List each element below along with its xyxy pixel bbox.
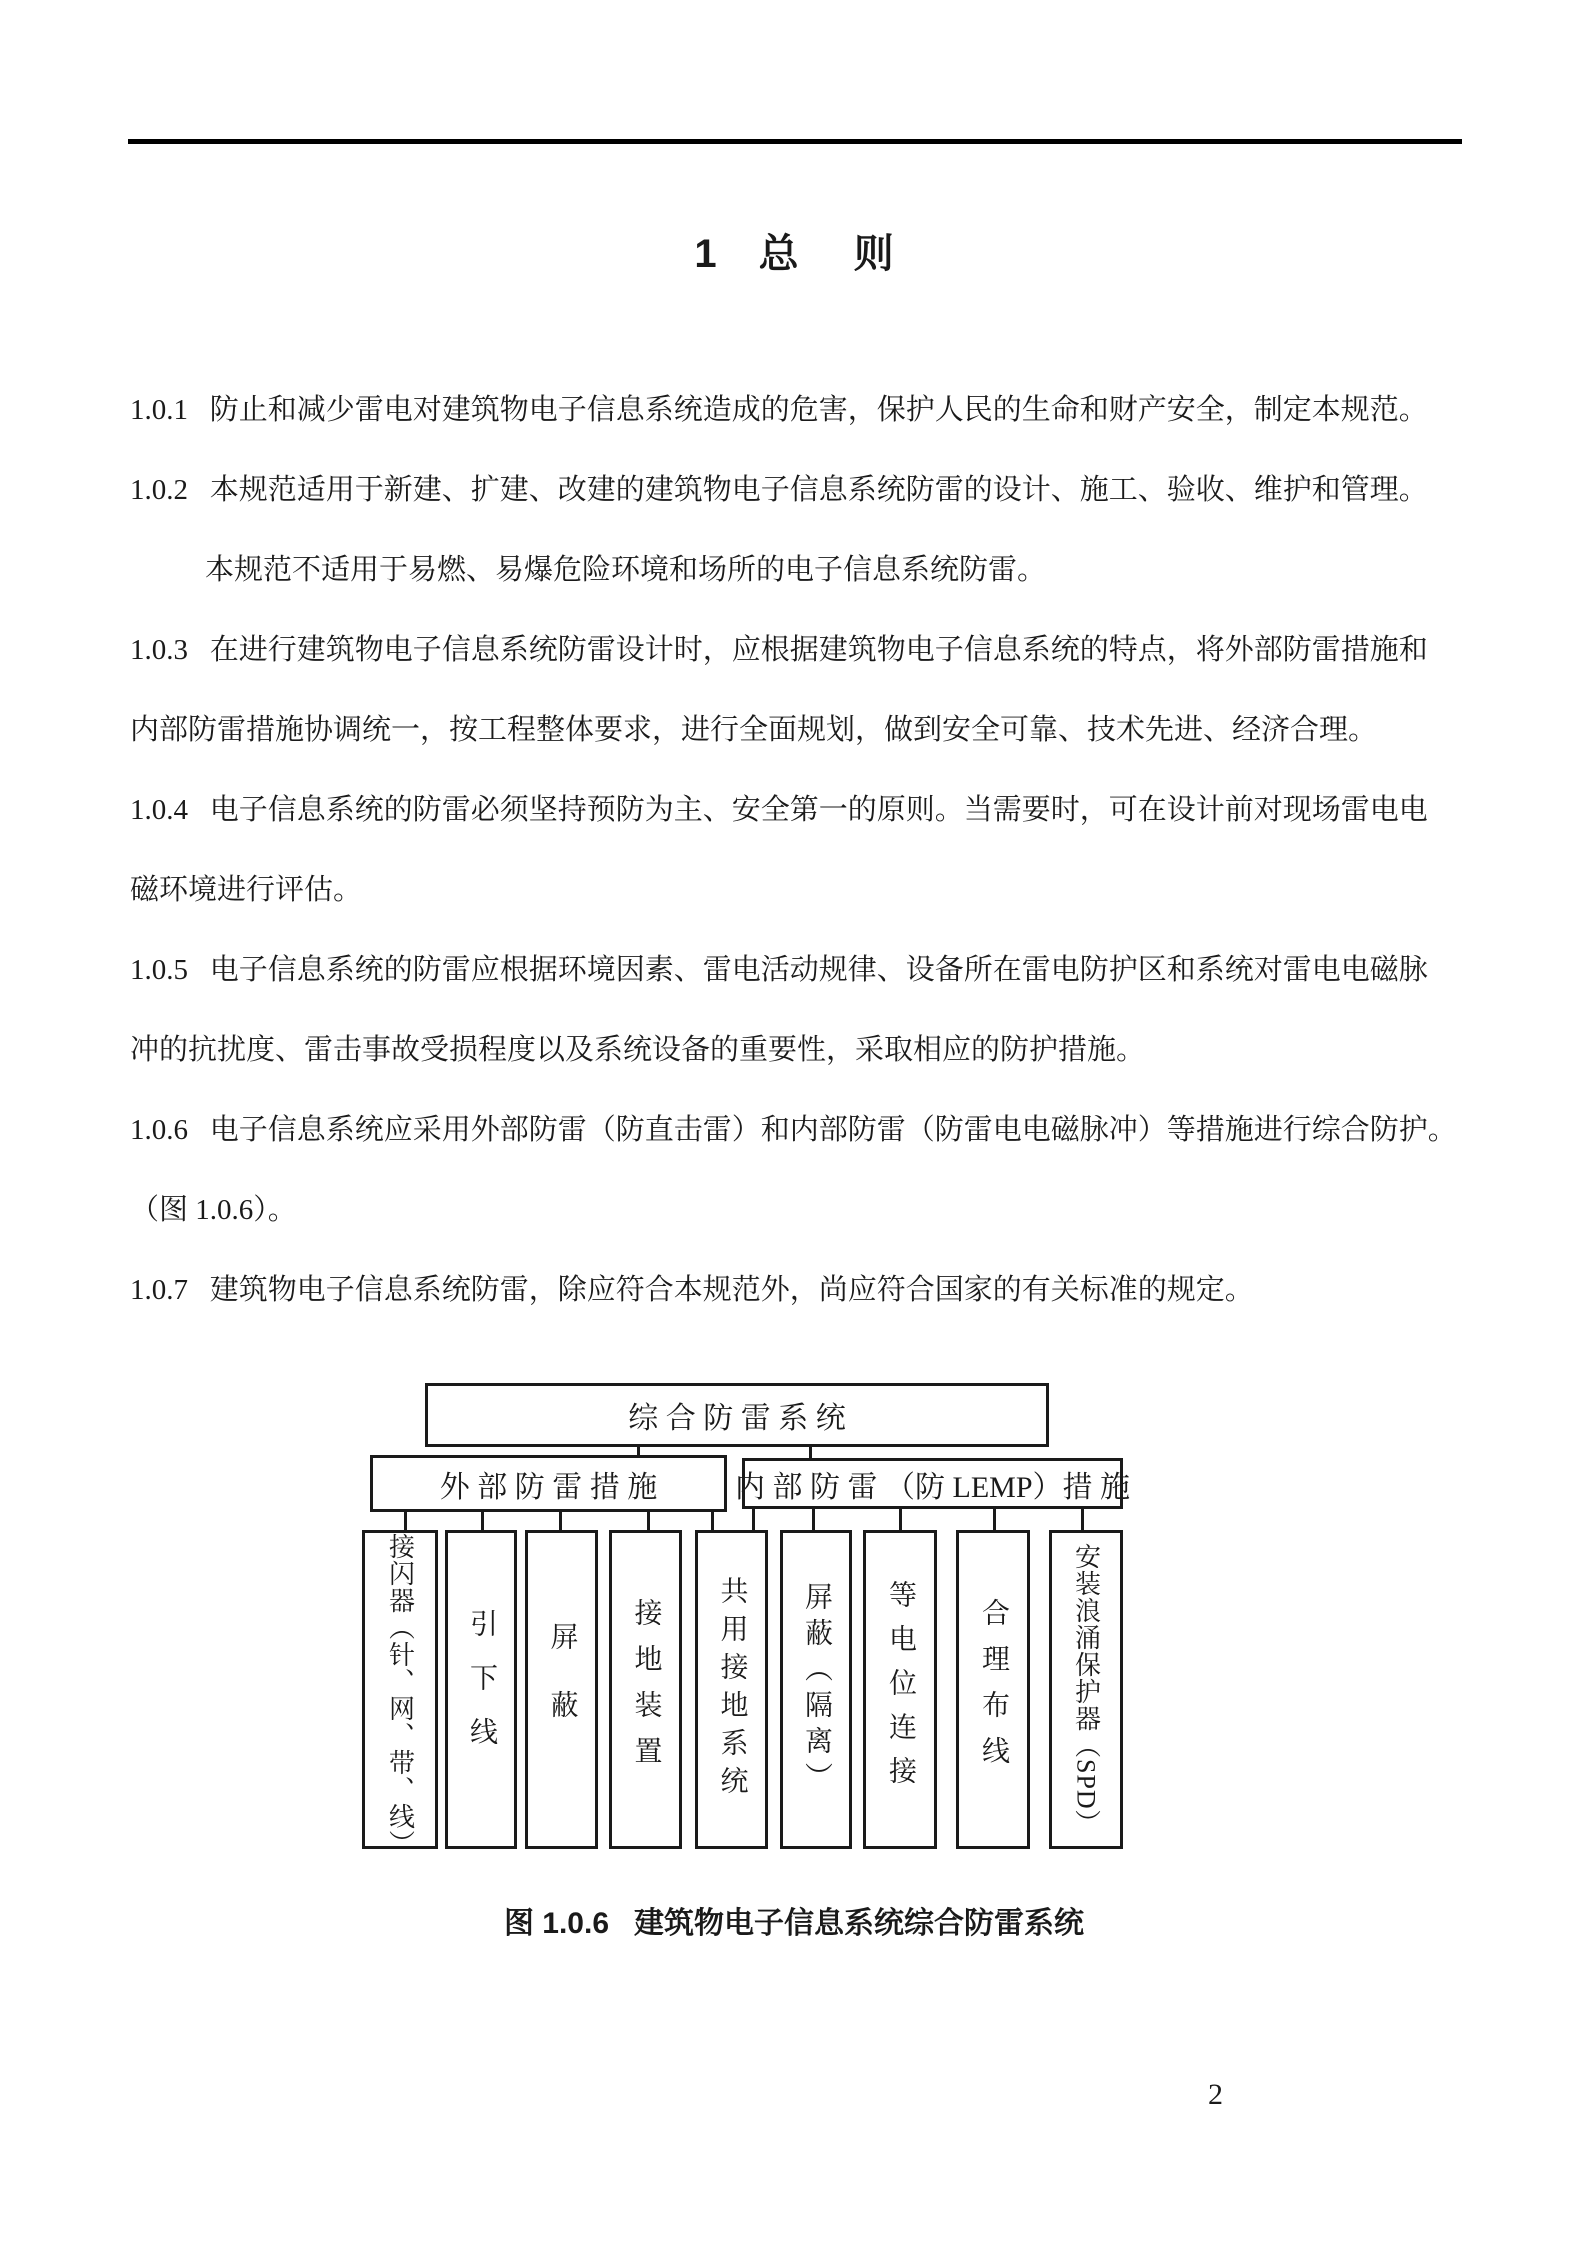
column-earthing-device: 接地装置: [609, 1530, 682, 1849]
chapter-name: 总 则: [758, 232, 916, 276]
clause-1.0.5: 1.0.5 电子信息系统的防雷应根据环境因素、雷电活动规律、设备所在雷电防护区和系统对雷电电磁脉: [130, 954, 1428, 986]
chapter-number: 1: [694, 232, 717, 276]
clause-1.0.6-figref: （图 1.0.6）。: [130, 1194, 297, 1226]
diagram-external-box: 外 部 防 雷 措 施: [370, 1455, 727, 1512]
column-common-earthing-system: 共用接地系统: [695, 1530, 768, 1849]
connector-ext-4: [647, 1509, 650, 1530]
column-down-conductor: 引下线: [445, 1530, 517, 1849]
diagram-internal-box: 内 部 防 雷 （防 LEMP）措 施: [742, 1458, 1123, 1509]
column-shielding-ext: 屏蔽: [525, 1530, 598, 1849]
figure-caption: 图 1.0.6 建筑物电子信息系统综合防雷系统: [503, 1907, 1085, 1940]
clause-1.0.6: 1.0.6 电子信息系统应采用外部防雷（防直击雷）和内部防雷（防雷电电磁脉冲）等措施进行综合防护。: [130, 1114, 1457, 1146]
column-spd-installation: 安装浪涌保护器（SPD）: [1049, 1530, 1123, 1849]
page-number: 2: [1208, 2078, 1223, 2111]
connector-int-1: [752, 1506, 755, 1530]
clause-1.0.3: 1.0.3 在进行建筑物电子信息系统防雷设计时，应根据建筑物电子信息系统的特点，将外部防雷措施和: [130, 634, 1428, 666]
clause-1.0.3-cont: 内部防雷措施协调统一，按工程整体要求，进行全面规划，做到安全可靠、技术先进、经济合理。: [130, 714, 1378, 746]
connector-root-right: [809, 1444, 812, 1458]
connector-root-left: [637, 1444, 640, 1455]
body-text: [130, 370, 1470, 1330]
connector-ext-3: [559, 1509, 562, 1530]
chapter-title: [0, 222, 1588, 279]
clause-1.0.1: 1.0.1 防止和减少雷电对建筑物电子信息系统造成的危害，保护人民的生命和财产安全，制定本规范。: [130, 394, 1428, 426]
connector-ext-5: [711, 1509, 714, 1530]
connector-int-4: [993, 1506, 996, 1530]
clause-1.0.5-cont: 冲的抗扰度、雷击事故受损程度以及系统设备的重要性，采取相应的防护措施。: [130, 1034, 1146, 1066]
column-reasonable-wiring: 合理布线: [956, 1530, 1030, 1849]
header-rule: [128, 139, 1462, 144]
diagram-root-box: 综 合 防 雷 系 统: [425, 1383, 1049, 1447]
column-shielding-isolation: 屏蔽（隔离）: [780, 1530, 852, 1849]
clause-1.0.7: 1.0.7 建筑物电子信息系统防雷，除应符合本规范外，尚应符合国家的有关标准的规定。: [130, 1274, 1254, 1306]
column-air-termination: 接闪器（针、网、带、线）: [362, 1530, 438, 1849]
clause-1.0.2-cont: 本规范不适用于易燃、易爆危险环境和场所的电子信息系统防雷。: [205, 554, 1047, 586]
column-equipotential-bonding: 等电位连接: [863, 1530, 937, 1849]
clause-1.0.4: 1.0.4 电子信息系统的防雷必须坚持预防为主、安全第一的原则。当需要时，可在设计前对现场雷电电: [130, 794, 1428, 826]
clause-1.0.4-cont: 磁环境进行评估。: [130, 874, 363, 906]
connector-int-5: [1081, 1506, 1084, 1530]
connector-ext-1: [404, 1509, 407, 1530]
connector-int-2: [812, 1506, 815, 1530]
clause-1.0.2: 1.0.2 本规范适用于新建、扩建、改建的建筑物电子信息系统防雷的设计、施工、验收、维护和管理。: [130, 474, 1428, 506]
connector-int-3: [899, 1506, 902, 1530]
connector-ext-2: [481, 1509, 484, 1530]
